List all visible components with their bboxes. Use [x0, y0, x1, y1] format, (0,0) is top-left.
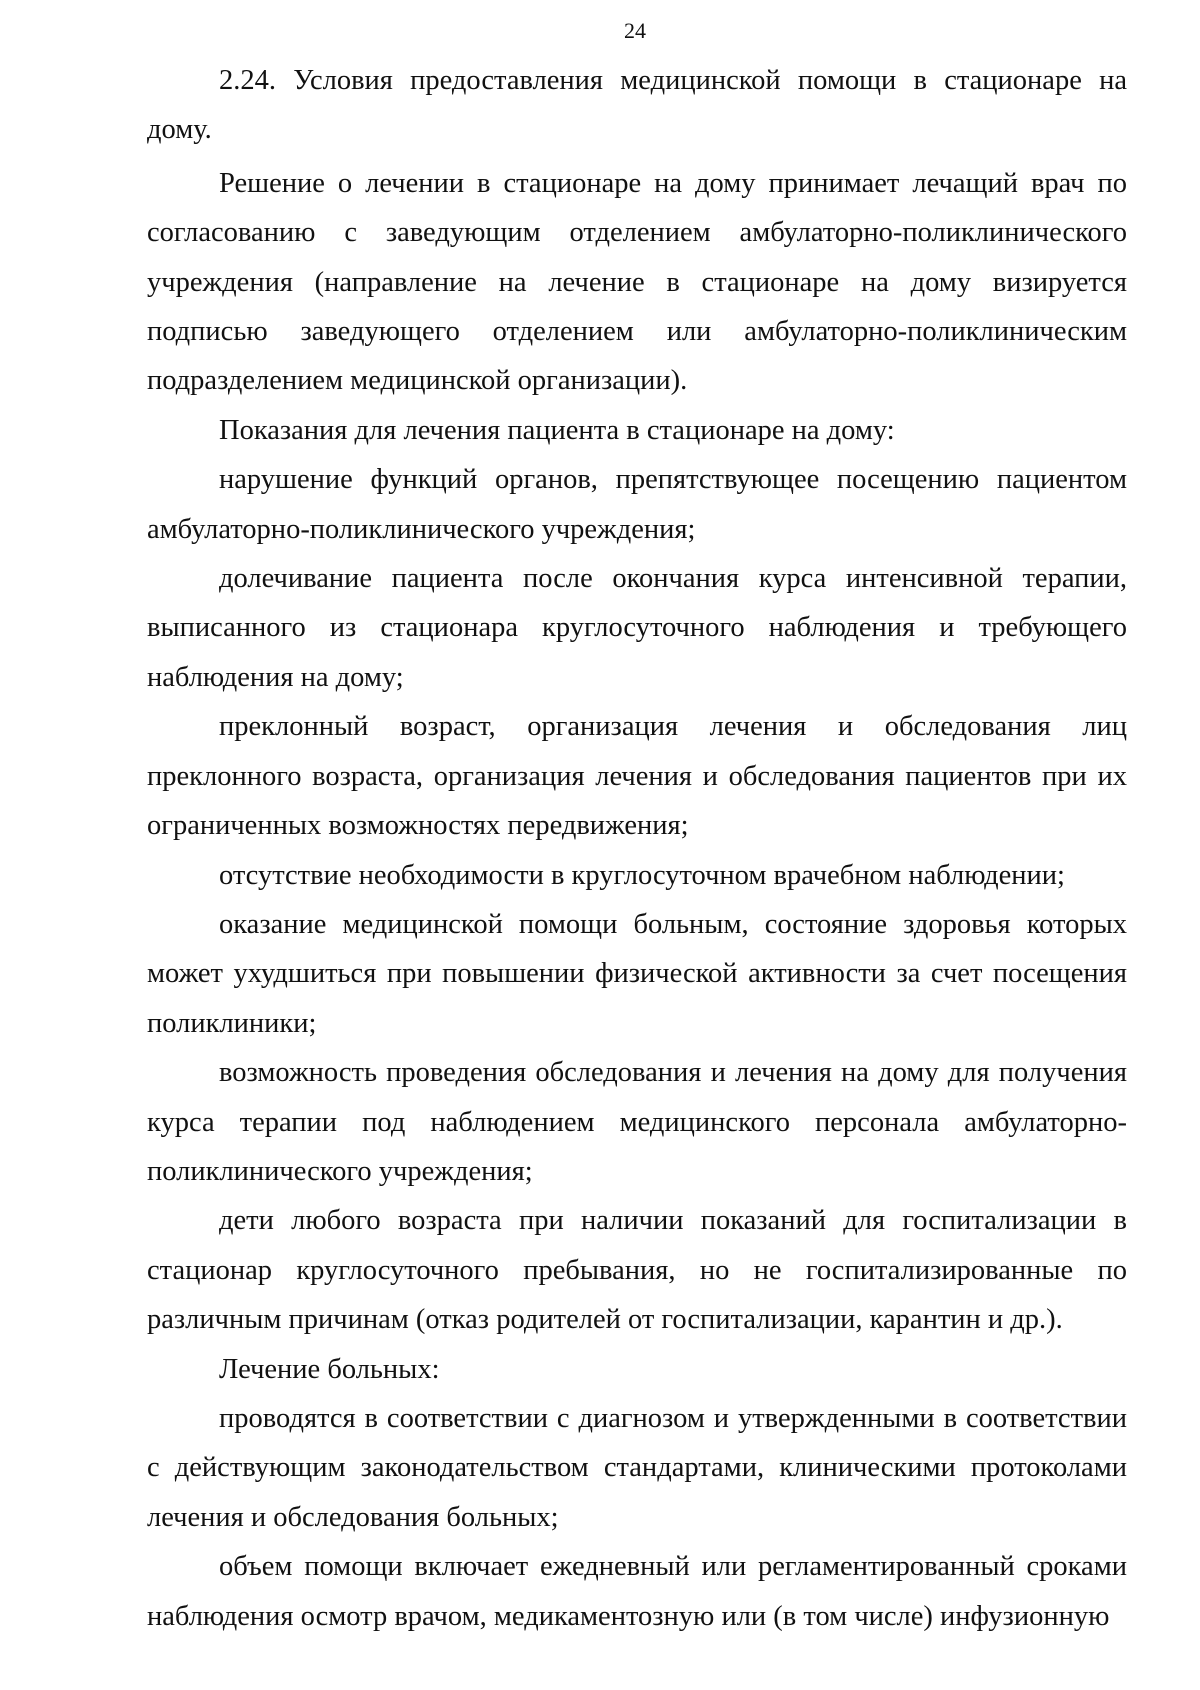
list-item: преклонный возраст, организация лечения и обследования лиц преклонного возраста, организация лечения и обследования пациентов при их ограниченных возможностях передвижения;	[147, 711, 1127, 842]
paragraph: Лечение больных:	[219, 1353, 440, 1385]
list-item: долечивание пациента после окончания курса интенсивной терапии, выписанного из стационара круглосуточного наблюдения и требующего наблюдения на дому;	[147, 563, 1127, 693]
list-item: нарушение функций органов, препятствующее посещению пациентом амбулаторно-поликлинического учреждения;	[147, 464, 1127, 545]
paragraph: Показания для лечения пациента в стационаре на дому:	[219, 414, 895, 446]
list-item: объем помощи включает ежедневный или регламентированный сроками наблюдения осмотр врачом, медикаментозную или (в том числе) инфузионную	[147, 1551, 1127, 1632]
page-number: 24	[624, 18, 646, 43]
section-heading: 2.24. Условия предоставления медицинской помощи в стационаре на дому.	[147, 65, 1127, 146]
list-item: возможность проведения обследования и лечения на дому для получения курса терапии под наблюдением медицинского персонала амбулаторно-поликлинического учреждения;	[147, 1057, 1127, 1187]
list-item: оказание медицинской помощи больным, состояние здоровья которых может ухудшиться при повышении физической активности за счет посещения поликлиники;	[147, 908, 1127, 1039]
document-body	[147, 56, 1127, 1641]
list-item: дети любого возраста при наличии показаний для госпитализации в стационар круглосуточного пребывания, но не госпитализированные по различным причинам (отказ родителей от госпитализации, карантин и др.).	[147, 1205, 1127, 1336]
list-item: отсутствие необходимости в круглосуточном врачебном наблюдении;	[219, 859, 1065, 891]
paragraph: Решение о лечении в стационаре на дому принимает лечащий врач по согласованию с заведующим отделением амбулаторно-поликлинического учреждения (направление на лечение в стационаре на дому визируется подписью заведующего отделением или амбулаторно-поликлиническим подразделением медицинской организации).	[147, 167, 1127, 397]
list-item: проводятся в соответствии с диагнозом и утвержденными в соответствии с действующим законодательством стандартами, клиническими протоколами лечения и обследования больных;	[147, 1402, 1127, 1533]
